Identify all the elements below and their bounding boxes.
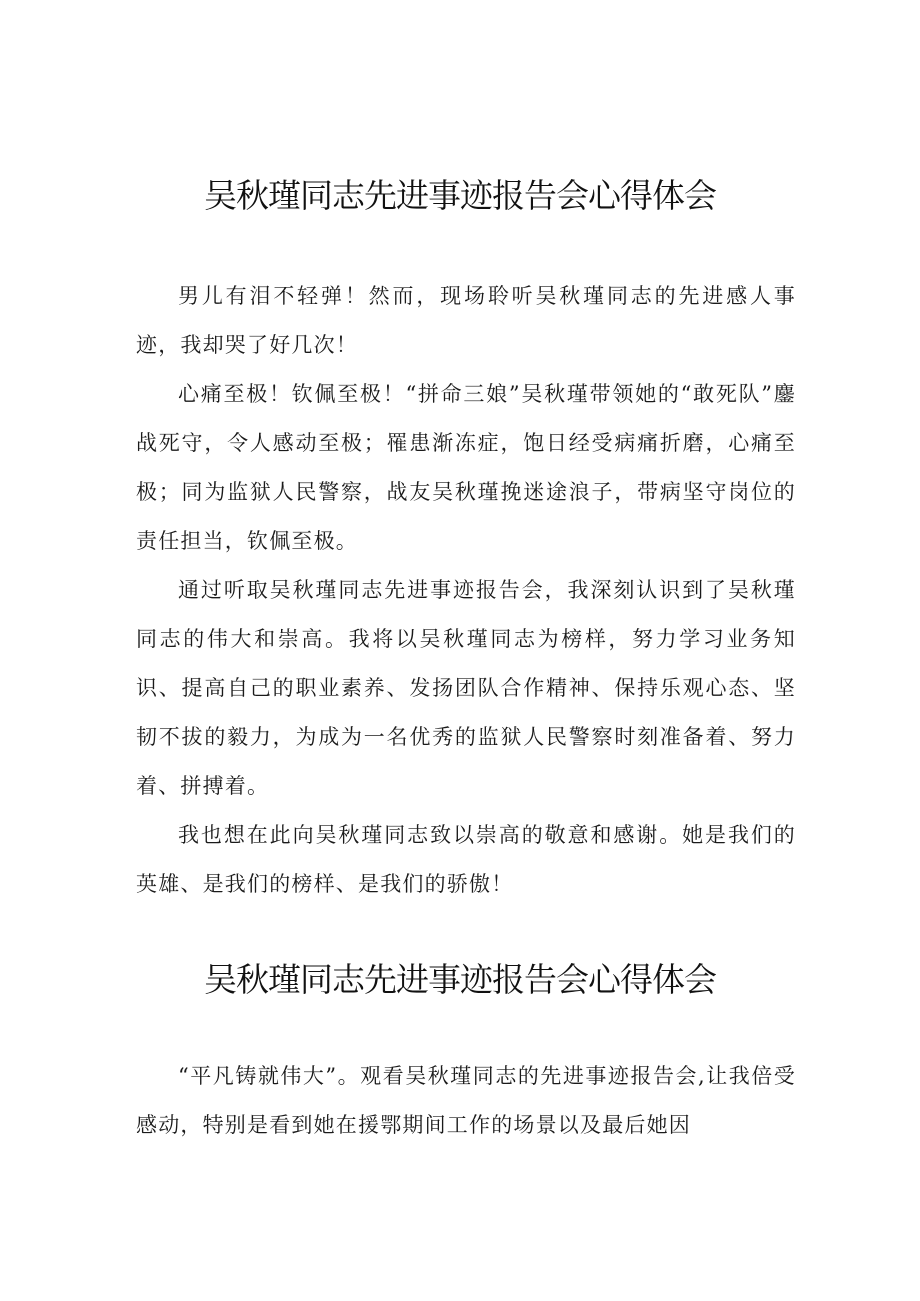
paragraph: 心痛至极！钦佩至极！“拼命三娘”吴秋瑾带领她的“敢死队”鏖战死守，令人感动至极；罹患渐冻症，饱日经受病痛折磨，心痛至极；同为监狱人民警察，战友吴秋瑾挽迷途浪子，带病坚守岗位的责任担当，钦佩至极。: [136, 382, 796, 553]
article-title: 吴秋瑾同志先进事迹报告会心得体会: [204, 176, 716, 215]
paragraph: “平凡铸就伟大”。观看吴秋瑾同志的先进事迹报告会,让我倍受感动，特别是看到她在援鄂期间工作的场景以及最后她因: [136, 1064, 796, 1137]
paragraph: 通过听取吴秋瑾同志先进事迹报告会，我深刻认识到了吴秋瑾同志的伟大和崇高。我将以吴秋瑾同志为榜样，努力学习业务知识、提高自己的职业素养、发扬团队合作精神、保持乐观心态、坚韧不拔的毅力，为成为一名优秀的监狱人民警察时刻准备着、努力着、拼搏着。: [136, 578, 796, 798]
article-title: 吴秋瑾同志先进事迹报告会心得体会: [204, 960, 716, 999]
paragraph: 男儿有泪不轻弹！然而，现场聆听吴秋瑾同志的先进感人事迹，我却哭了好几次！: [136, 284, 796, 357]
article-body: [136, 272, 796, 909]
paragraph: 我也想在此向吴秋瑾同志致以崇高的敬意和感谢。她是我们的英雄、是我们的榜样、是我们的骄傲！: [136, 823, 796, 896]
article-body: [136, 1052, 796, 1150]
